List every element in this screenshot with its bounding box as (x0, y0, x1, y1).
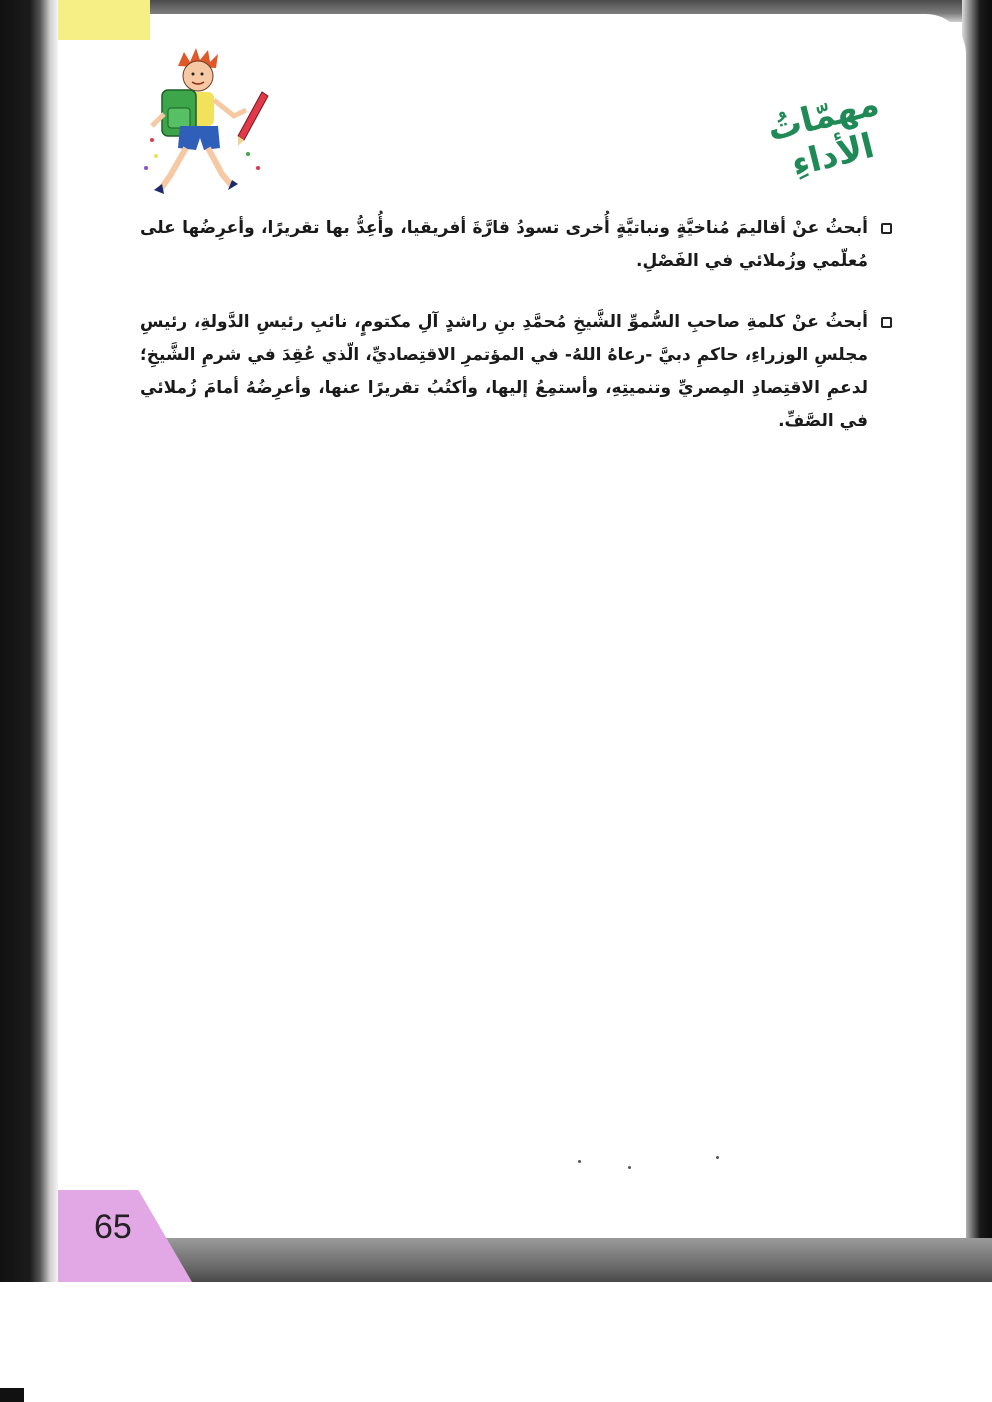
page-title: مهمّاتُ الأداءِ (763, 83, 883, 185)
student-illustration (140, 44, 270, 204)
speck (578, 1160, 581, 1163)
speck (628, 1166, 631, 1169)
right-page-edge (962, 0, 992, 1290)
checkbox-icon[interactable] (881, 317, 892, 328)
task-text: أبحثُ عنْ أقاليمَ مُناخيَّةٍ ونباتيَّةٍ أُخرى تسودُ قارَّةَ أفريقيا، وأُعِدُّ بها تقريرًا، وأعرِضُها على مُعلّمي وزُملائي في الفَصْلِ. (140, 218, 868, 271)
scan-edge-mark (0, 1388, 24, 1402)
page-number: 65 (94, 1208, 132, 1246)
bottom-margin (0, 1282, 992, 1402)
checkbox-icon[interactable] (881, 223, 892, 234)
bottom-page-band (58, 1238, 992, 1282)
task-item (140, 212, 892, 278)
corner-accent (58, 0, 150, 40)
book-binding-shadow (0, 0, 58, 1290)
task-item (140, 306, 892, 438)
task-text: أبحثُ عنْ كلمةِ صاحبِ السُّموِّ الشَّيخِ مُحمَّدِ بنِ راشدٍ آلِ مكتومٍ، نائبِ رئيسِ الدَّولةِ، رئيسِ مجلسِ الوزراءِ، حاكمِ دبيَّ -رعاهُ اللهُ- في المؤتمرِ الاقتِصاديِّ، الّذي عُقِدَ في شرمِ الشَّيخِ؛ لدعمِ الاقتِصادِ المِصريِّ وتنميتِهِ، وأستمِعُ إليها، وأكتُبُ تقريرًا عنها، وأعرِضُهُ أمامَ زُملائي في الصَّفِّ. (140, 312, 868, 431)
speck (716, 1156, 719, 1159)
tasks-list (140, 212, 892, 466)
